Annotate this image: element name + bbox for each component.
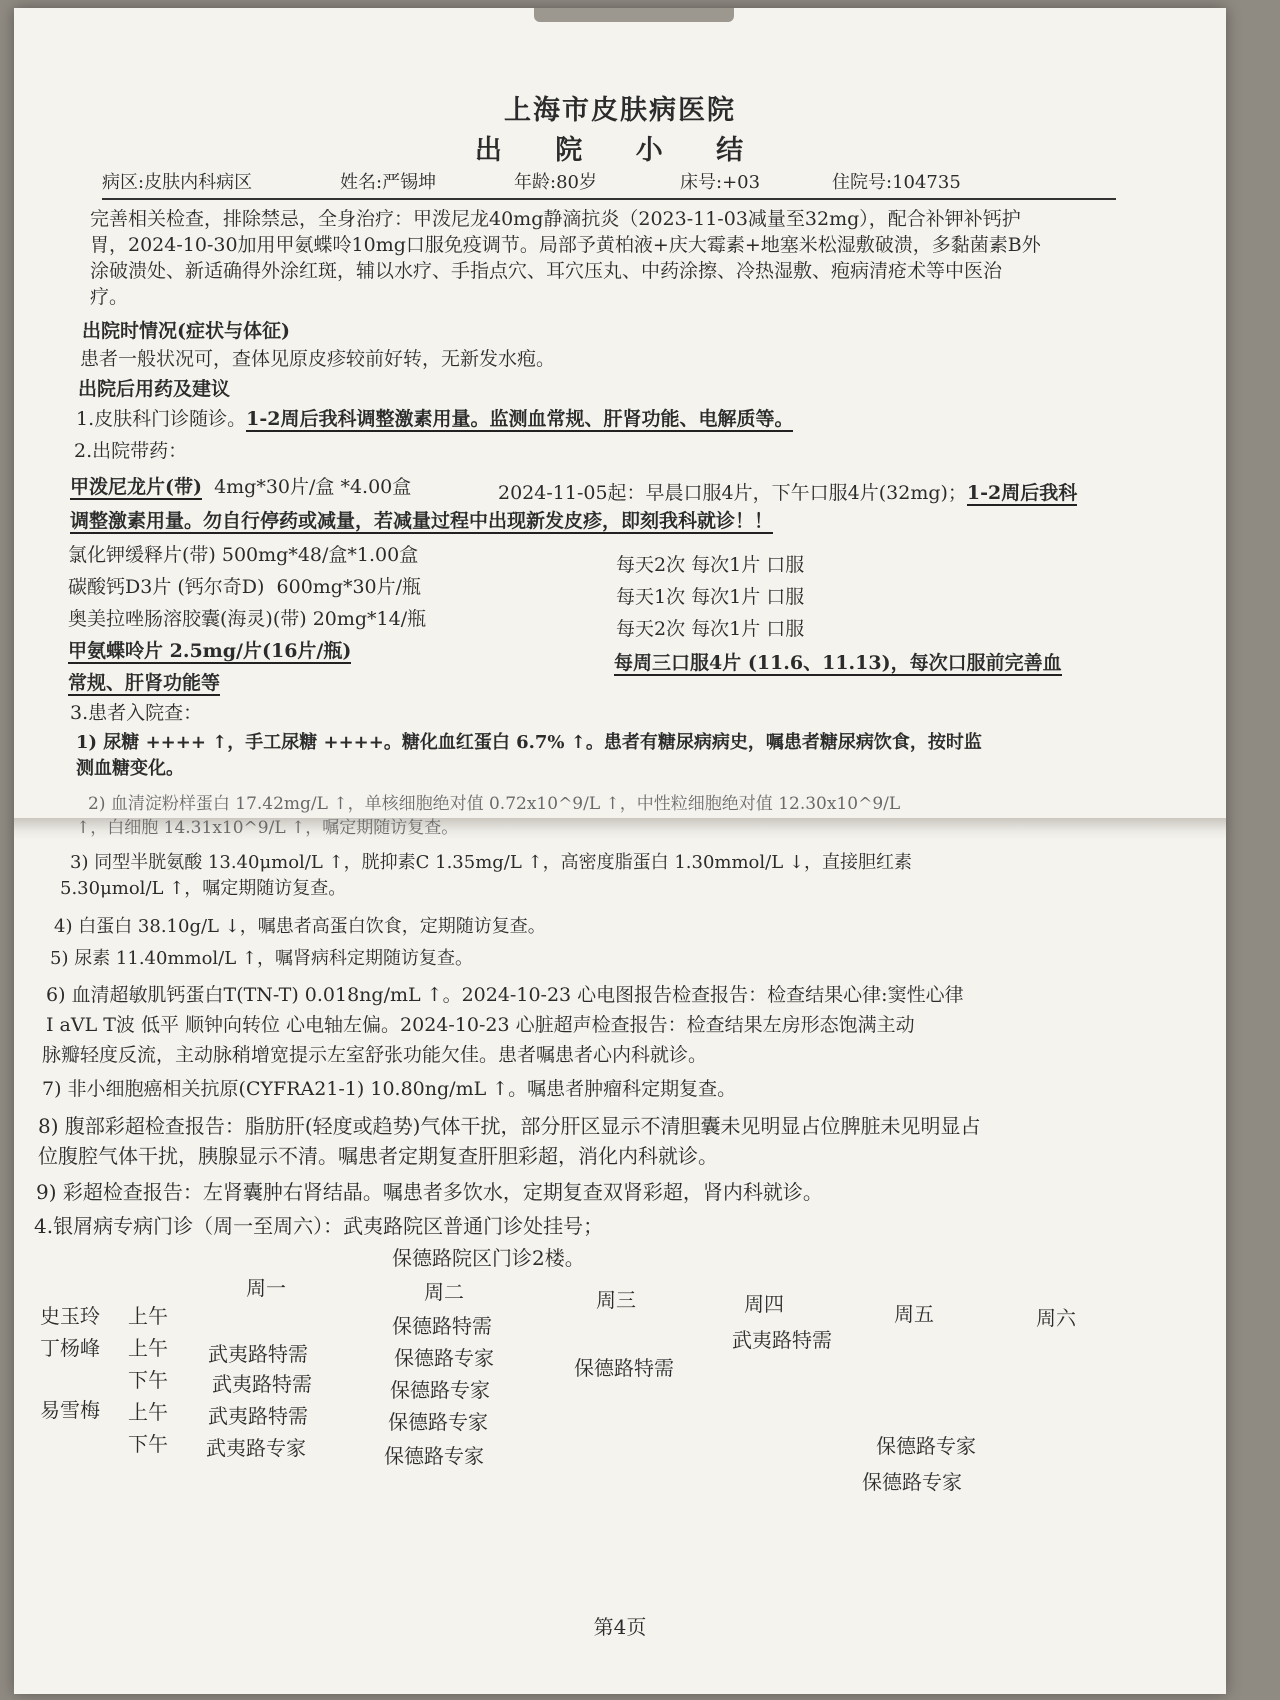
lab-line: 测血糖变化。: [76, 758, 184, 779]
med-usage: 每天2次 每次1片 口服: [616, 618, 805, 640]
treatment-line: 涂破溃处、新适确得外涂红斑，辅以水疗、手指点穴、耳穴压丸、中药涂擦、冷热湿敷、疱病清疮术等中医治: [90, 260, 1003, 282]
advice-item-1: [76, 408, 793, 431]
schedule-cell: 保德路专家: [394, 1346, 494, 1370]
advice-item-1-prefix: 1.皮肤科门诊随诊。: [76, 408, 247, 430]
med-usage: 每天2次 每次1片 口服: [616, 554, 805, 576]
advice-heading: 出院后用药及建议: [78, 378, 231, 400]
lab-line: 2) 血清淀粉样蛋白 17.42mg/L ↑，单核细胞绝对值 0.72x10^9/L ↑，中性粒细胞绝对值 12.30x10^9/L: [88, 794, 901, 814]
schedule-period: 上午: [128, 1336, 168, 1360]
schedule-cell: 保德路特需: [392, 1314, 492, 1338]
med-warning: [70, 510, 773, 533]
clip-band: [534, 8, 734, 22]
med-warning-text: 调整激素用量。勿自行停药或减量，若减量过程中出现新发皮疹，即刻我科就诊！！: [70, 510, 774, 532]
lab-line: 8) 腹部彩超检查报告：脂肪肝(轻度或趋势)气体干扰，部分肝区显示不清胆囊未见明显占位脾脏未见明显占: [38, 1114, 981, 1138]
lab-line: 6) 血清超敏肌钙蛋白T(TN-T) 0.018ng/mL ↑。2024-10-23 心电图报告检查报告：检查结果心律:窦性心律: [46, 984, 964, 1006]
discharge-status-text: 患者一般状况可，查体见原皮疹较前好转，无新发水疱。: [80, 348, 556, 370]
treatment-line: 完善相关检查，排除禁忌，全身治疗：甲泼尼龙40mg静滴抗炎（2023-11-03减量至32mg），配合补钾补钙护: [90, 208, 1021, 230]
med-usage: [614, 652, 1062, 675]
med-name: 甲氨蝶呤片 2.5mg/片(16片/瓶): [68, 640, 352, 662]
lab-line: 1) 尿糖 ++++ ↑，手工尿糖 ++++。糖化血红蛋白 6.7% ↑。患者有糖尿病病史，嘱患者糖尿病饮食，按时监: [76, 732, 982, 753]
med-usage-bold: 1-2周后我科: [966, 482, 1078, 504]
lab-line: 4) 白蛋白 38.10g/L ↓，嘱患者高蛋白饮食，定期随访复查。: [54, 916, 546, 937]
schedule-cell: 保德路专家: [862, 1470, 962, 1494]
med-usage-text: 2024-11-05起：早晨口服4片，下午口服4片(32mg)；: [498, 482, 967, 504]
treatment-line: 胃，2024-10-30加用甲氨蝶呤10mg口服免疫调节。局部予黄柏液+庆大霉素+地塞米松湿敷破溃，多黏菌素B外: [90, 234, 1041, 256]
schedule-day: 周四: [744, 1292, 784, 1316]
advice-item-4-cont: 保德路院区门诊2楼。: [392, 1246, 585, 1270]
patient-age: 年龄:80岁: [514, 172, 597, 193]
lab-line: Ⅰ aVL T波 低平 顺钟向转位 心电轴左偏。2024-10-23 心脏超声检查报告：检查结果左房形态饱满主动: [46, 1014, 915, 1036]
advice-item-2: 2.出院带药：: [74, 440, 188, 462]
med-name: 奥美拉唑肠溶胶囊(海灵)(带): [68, 608, 307, 630]
discharge-summary-sheet: [14, 8, 1226, 1694]
schedule-period: 下午: [128, 1432, 168, 1456]
med-spec: 500mg*48/盒*1.00盒: [221, 544, 419, 566]
treatment-line: 疗。: [90, 286, 129, 308]
schedule-day: 周三: [596, 1288, 636, 1312]
schedule-doctor: 丁杨峰: [40, 1336, 100, 1360]
discharge-status-heading: 出院时情况(症状与体征): [82, 320, 290, 342]
hospital-name: 上海市皮肤病医院: [504, 95, 736, 126]
schedule-period: 下午: [128, 1368, 168, 1392]
schedule-day: 周五: [894, 1302, 934, 1326]
schedule-cell: 保德路专家: [390, 1378, 490, 1402]
schedule-cell: 武夷路专家: [206, 1436, 306, 1460]
advice-item-1-bold: 1-2周后我科调整激素用量。监测血常规、肝肾功能、电解质等。: [246, 408, 794, 430]
lab-line: 5.30μmol/L ↑，嘱定期随访复查。: [60, 878, 347, 899]
page-number: 第4页: [593, 1615, 647, 1639]
lab-line: 脉瓣轻度反流，主动脉稍增宽提示左室舒张功能欠佳。患者嘱患者心内科就诊。: [42, 1044, 708, 1066]
schedule-cell: 武夷路特需: [208, 1342, 308, 1366]
med-usage: [498, 482, 1077, 505]
schedule-day: 周二: [424, 1280, 464, 1304]
schedule-day: 周六: [1036, 1306, 1076, 1330]
lab-line: 3) 同型半胱氨酸 13.40μmol/L ↑，胱抑素C 1.35mg/L ↑，高密度脂蛋白 1.30mmol/L ↓，直接胆红素: [70, 852, 912, 873]
advice-item-3: 3.患者入院查：: [70, 702, 203, 724]
schedule-cell: 武夷路特需: [732, 1328, 832, 1352]
med-row: [70, 476, 411, 499]
lab-line: 位腹腔气体干扰，胰腺显示不清。嘱患者定期复查肝胆彩超，消化内科就诊。: [38, 1144, 718, 1168]
schedule-cell: 武夷路特需: [212, 1372, 312, 1396]
med-name: 氯化钾缓释片(带): [68, 544, 216, 566]
patient-name: 姓名:严锡坤: [340, 172, 437, 193]
lab-line: 9) 彩超检查报告：左肾囊肿右肾结晶。嘱患者多饮水，定期复查双肾彩超，肾内科就诊。: [36, 1180, 823, 1204]
med-usage-cont: [68, 672, 220, 695]
med-spec: 600mg*30片/瓶: [276, 576, 422, 598]
schedule-cell: 保德路专家: [388, 1410, 488, 1434]
med-row: [68, 576, 421, 599]
med-usage: 每天1次 每次1片 口服: [616, 586, 805, 608]
med-spec: 20mg*14/瓶: [312, 608, 427, 630]
schedule-cell: 保德路专家: [384, 1444, 484, 1468]
schedule-doctor: 易雪梅: [40, 1398, 100, 1422]
med-name: 碳酸钙D3片 (钙尔奇D): [68, 576, 265, 598]
med-usage-cont-text: 常规、肝肾功能等: [68, 672, 221, 694]
advice-item-4: 4.银屑病专病门诊（周一至周六）：武夷路院区普通门诊处挂号；: [34, 1214, 604, 1238]
schedule-period: 上午: [128, 1400, 168, 1424]
med-row: [68, 544, 418, 567]
document-title: 出 院 小 结: [474, 135, 766, 166]
schedule-cell: 保德路特需: [574, 1356, 674, 1380]
schedule-doctor: 史玉玲: [40, 1304, 100, 1328]
schedule-cell: 武夷路特需: [208, 1404, 308, 1428]
med-row: [68, 608, 426, 631]
schedule-day: 周一: [246, 1276, 286, 1300]
lab-line: 7) 非小细胞癌相关抗原(CYFRA21-1) 10.80ng/mL ↑。嘱患者肿瘤科定期复查。: [42, 1078, 737, 1100]
patient-header: [102, 168, 1116, 200]
lab-line: 5) 尿素 11.40mmol/L ↑，嘱肾病科定期随访复查。: [50, 948, 473, 969]
admission-number: 住院号:104735: [832, 172, 961, 193]
bed-number: 床号:+03: [680, 172, 761, 193]
med-spec: 4mg*30片/盒 *4.00盒: [214, 476, 412, 498]
schedule-period: 上午: [128, 1304, 168, 1328]
med-name: 甲泼尼龙片(带): [70, 476, 202, 498]
med-row: [68, 640, 351, 663]
ward: 病区:皮肤内科病区: [102, 172, 253, 193]
schedule-cell: 保德路专家: [876, 1434, 976, 1458]
med-usage-text: 每周三口服4片 (11.6、11.13)，每次口服前完善血: [614, 652, 1062, 674]
lab-line: ↑，白细胞 14.31x10^9/L ↑，嘱定期随访复查。: [76, 818, 459, 838]
